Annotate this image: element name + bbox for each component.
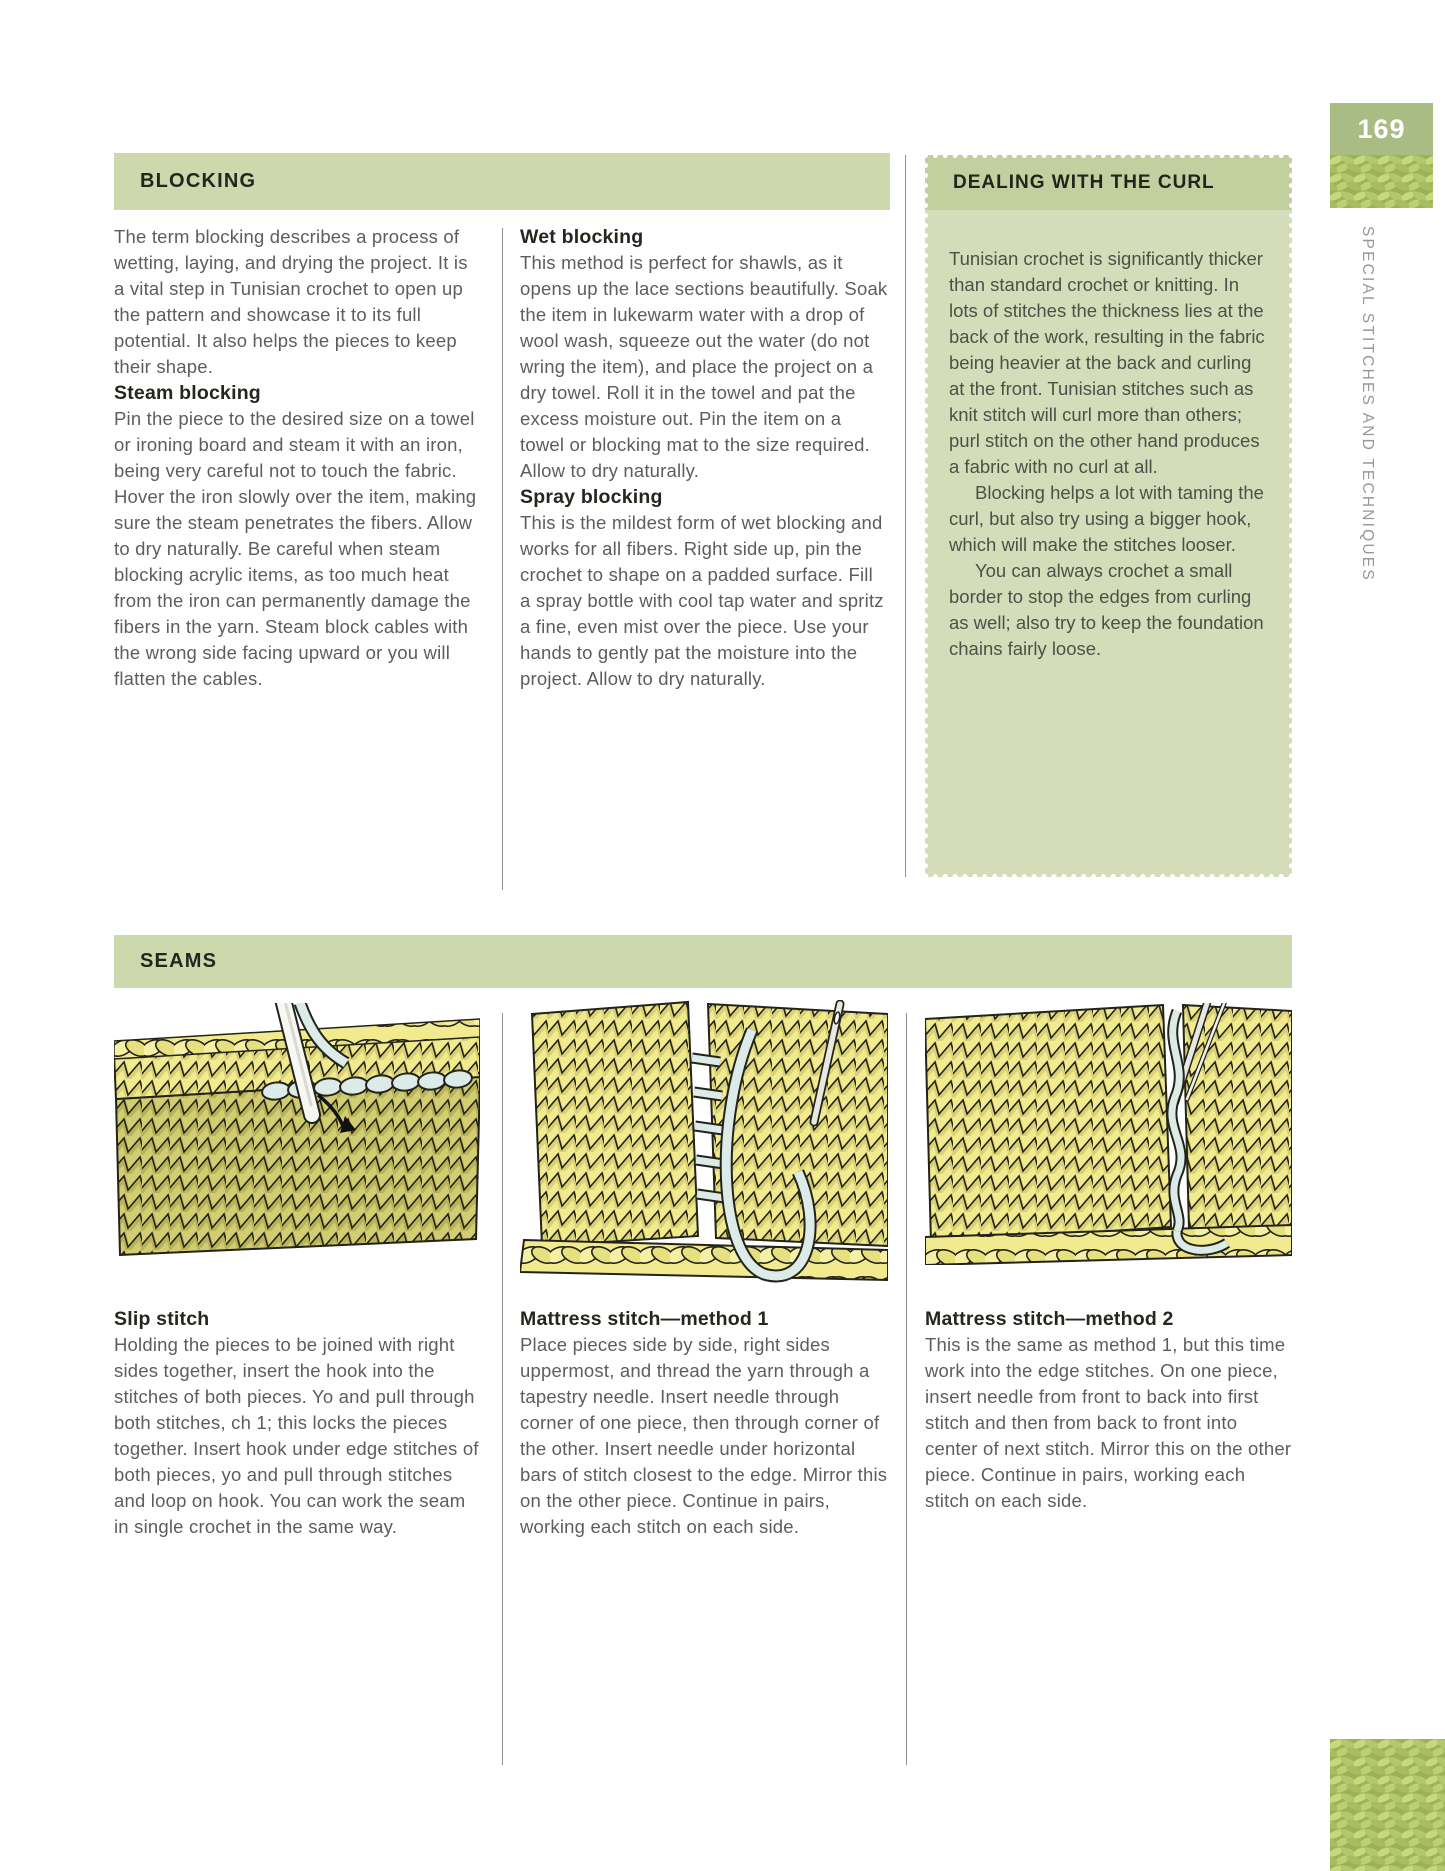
steam-blocking-paragraph: Pin the piece to the desired size on a towel or ironing board and steam it with an iron, being very careful not to touch the fabric. Hover the iron slowly over the item, making sure the steam penetrates the fibers. Allow to dry naturally. Be careful when steam blocking acrylic items, as too much heat from the iron can permanently damage the fibers in the yarn. Steam block cables with the wrong side facing upward or you will flatten the cables. (114, 408, 477, 689)
blocking-column-2 (520, 224, 888, 692)
curl-paragraph-2: Blocking helps a lot with taming the curl, but also try using a bigger hook, which will make the stitches looser. (949, 482, 1264, 555)
slip-stitch-caption (114, 1306, 480, 1540)
blocking-section-title: BLOCKING (140, 170, 257, 192)
chapter-sidebar-title: SPECIAL STITCHES AND TECHNIQUES (1359, 226, 1376, 582)
curl-paragraph-1: Tunisian crochet is significantly thicker than standard crochet or knitting. In lots of stitches the thickness lies at the back of the work, resulting in the fabric being heavier at the back and curling at the front. Tunisian stitches such as knit stitch will curl more than others; purl stitch on the other hand produces a fabric with no curl at all. (949, 248, 1265, 477)
column-divider (502, 228, 503, 890)
mattress-method-1-paragraph: Place pieces side by side, right sides uppermost, and thread the yarn through a tapestry needle. Insert needle through corner of one piece, then through corner of the other. Insert needle under horizontal bars of stitch closest to the edge. Mirror this on the other piece. Continue in pairs, working each stitch on each side. (520, 1334, 888, 1537)
mattress-method-2-caption (925, 1306, 1292, 1514)
mattress-method-2-heading: Mattress stitch—method 2 (925, 1308, 1174, 1330)
slip-stitch-heading: Slip stitch (114, 1308, 210, 1330)
spray-blocking-heading: Spray blocking (520, 486, 663, 508)
dealing-with-the-curl-box (925, 155, 1292, 877)
curl-paragraph-3: You can always crochet a small border to stop the edges from curling as well; also try to keep the foundation chains fairly loose. (949, 560, 1264, 659)
column-divider (905, 155, 906, 877)
slip-stitch-illustration (114, 1003, 480, 1265)
steam-blocking-heading: Steam blocking (114, 382, 261, 404)
corner-yarn-texture-photo (1330, 1739, 1445, 1871)
page-number-tab (1330, 103, 1433, 155)
seams-section-bar (114, 935, 1292, 988)
mattress-stitch-method-2-diagram (925, 1003, 1292, 1265)
mattress-method-1-caption (520, 1306, 888, 1540)
slip-stitch-diagram (114, 1003, 480, 1265)
curl-box-title: DEALING WITH THE CURL (953, 171, 1215, 193)
mattress-method-1-heading: Mattress stitch—method 1 (520, 1308, 769, 1330)
mattress-method-2-paragraph: This is the same as method 1, but this time work into the edge stitches. On one piece, insert needle from front to back into first stitch and then from back to front into center of next stitch. Mirror this on the other piece. Continue in pairs, working each stitch on each side. (925, 1334, 1292, 1511)
spray-blocking-paragraph: This is the mildest form of wet blocking and works for all fibers. Right side up, pin the crochet to shape on a padded surface. Fill a spray bottle with cool tap water and spritz a fine, even mist over the piece. Use your hands to gently pat the moisture into the project. Allow to dry naturally. (520, 512, 884, 689)
slip-stitch-paragraph: Holding the pieces to be joined with right sides together, insert the hook into the stitches of both pieces. Yo and pull through both stitches, ch 1; this locks the pieces together. Insert hook under edge stitches of both pieces, yo and pull through stitches and loop on hook. You can work the seam in single crochet in the same way. (114, 1334, 479, 1537)
tab-yarn-texture-photo (1330, 155, 1433, 208)
blocking-section-bar (114, 153, 890, 210)
column-divider (906, 1013, 907, 1765)
blocking-intro-paragraph: The term blocking describes a process of wetting, laying, and drying the project. It is a vital step in Tunisian crochet to open up the pattern and showcase it to its full potential. It also helps the pieces to keep their shape. (114, 226, 468, 377)
page-number: 169 (1357, 113, 1406, 144)
curl-box-header (925, 155, 1292, 210)
wet-blocking-paragraph: This method is perfect for shawls, as it opens up the lace sections beautifully. Soak the item in lukewarm water with a drop of wool wash, squeeze out the water (do not wring the item), and place the project on a dry towel. Roll it in the towel and pat the excess moisture out. Pin the item on a towel or blocking mat to the size required. Allow to dry naturally. (520, 252, 888, 481)
seams-section-title: SEAMS (140, 950, 218, 972)
blocking-column-1 (114, 224, 480, 692)
column-divider (502, 1013, 503, 1765)
mattress-stitch-method-2-illustration (925, 1003, 1292, 1265)
mattress-stitch-method-1-diagram (520, 1000, 888, 1290)
curl-box-body (925, 210, 1292, 662)
wet-blocking-heading: Wet blocking (520, 226, 644, 248)
mattress-stitch-method-1-illustration (520, 1000, 888, 1290)
